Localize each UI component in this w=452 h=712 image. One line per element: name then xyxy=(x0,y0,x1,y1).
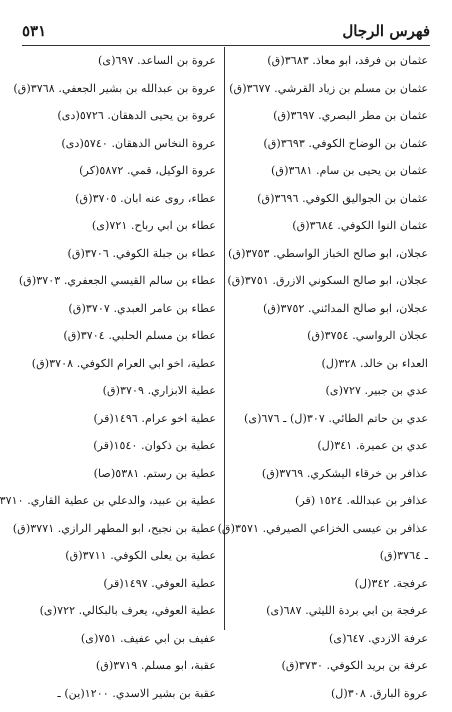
index-entry: عذافر بن خرقاء اليشكري. ٣٧٦٩(ق) xyxy=(232,465,428,493)
column-divider xyxy=(224,47,225,630)
index-entry: عثمان بن يحيى بن سام. ٣٦٨١(ق) xyxy=(232,162,428,190)
index-entry: عطاء بن ابي رباح. ٧٢١(ى) xyxy=(20,217,216,245)
index-entry: عجلان، ابو صالح السكوني الازرق. ٣٧٥١(ق) xyxy=(232,272,428,300)
index-entry: عجلان، ابو صالح المدائني. ٣٧٥٢(ق) xyxy=(232,300,428,328)
index-entry: العداء بن خالد. ٣٢٨(ل) xyxy=(232,355,428,383)
index-entry: عروة النخاس الدهقان. ٥٧٤٠(دى) xyxy=(20,135,216,163)
index-entry: عرفجة. ٣٤٢(ل) xyxy=(232,575,428,603)
index-entry: عروة بن الساعد. ٦٩٧(ى) xyxy=(20,52,216,80)
index-entry: عقبة بن بشير الاسدي. ١٢٠٠(ين) ـ xyxy=(20,685,216,712)
index-entry: عثمان بن الجواليق الكوفي. ٣٦٩٦(ق) xyxy=(232,190,428,218)
index-entry: عطية اخو عرام. ١٤٩٦(قر) xyxy=(20,410,216,438)
left-column xyxy=(20,52,216,712)
index-entry: عطية الابزاري. ٣٧٠٩(ق) xyxy=(20,382,216,410)
index-entry: عثمان بن الوضاح الكوفي. ٣٦٩٣(ق) xyxy=(232,135,428,163)
index-entry: عجلان الرواسي. ٣٧٥٤(ق) xyxy=(232,327,428,355)
index-entry: عطية العوفي، يعرف بالبكالي. ٧٢٢(ى) xyxy=(20,602,216,630)
index-entry: عذافر بن عيسى الخزاعي الصيرفي. ٣٥٧١(ق) xyxy=(232,520,428,548)
index-entry: عثمان بن مسلم بن زياد القرشي. ٣٦٧٧(ق) xyxy=(232,80,428,108)
page-number: ٥٣١ xyxy=(22,22,46,40)
index-entry: عقبة، ابو مسلم. ٣٧١٩(ق) xyxy=(20,657,216,685)
index-entry: عطية العوفي. ١٤٩٧(قر) xyxy=(20,575,216,603)
index-entry: عطية بن رستم. ٥٣٨١(صا) xyxy=(20,465,216,493)
header-rule xyxy=(22,45,430,46)
index-entry: عطية بن ذكوان. ١٥٤٠(قر) xyxy=(20,437,216,465)
index-entry: عطاء، روى عنه ابان. ٣٧٠٥(ق) xyxy=(20,190,216,218)
index-entry: عدي بن حاتم الطائي. ٣٠٧(ل) ـ ٦٧٦(ى) xyxy=(232,410,428,438)
index-entry: عطاء بن مسلم الحلبي. ٣٧٠٤(ق) xyxy=(20,327,216,355)
index-entry: عثمان بن فرقد، ابو معاذ. ٣٦٨٣(ق) xyxy=(232,52,428,80)
index-entry: عروة بن يحيى الدهقان. ٥٧٢٦(دى) xyxy=(20,107,216,135)
index-entry: عرفة بن بريد الكوفي. ٣٧٣٠(ق) xyxy=(232,657,428,685)
page-title: فهرس الرجال xyxy=(342,22,430,40)
index-entry: عطاء بن سالم القيسي الجعفري. ٣٧٠٣(ق) xyxy=(20,272,216,300)
index-entry: عطية بن يعلى الكوفي. ٣٧١١(ق) xyxy=(20,547,216,575)
index-entry: عطية بن نجيح، ابو المطهر الرازي. ٣٧٧١(ق) xyxy=(20,520,216,548)
index-entry: عروة بن عبدالله بن بشير الجعفي. ٣٧٦٨(ق) xyxy=(20,80,216,108)
page-header xyxy=(22,20,430,42)
right-column xyxy=(232,52,428,712)
index-entry: عذافر بن عبدالله. ١٥٢٤ (قر) xyxy=(232,492,428,520)
index-entry: عدي بن عميرة. ٣٤١(ل) xyxy=(232,437,428,465)
index-entry: عدي بن جبير. ٧٢٧(ى) xyxy=(232,382,428,410)
index-entry: عفيف بن ابي عفيف. ٧٥١(ى) xyxy=(20,630,216,658)
index-entry: عثمان بن مطر البصري. ٣٦٩٧(ق) xyxy=(232,107,428,135)
index-entry: عطية، اخو ابي العرام الكوفي. ٣٧٠٨(ق) xyxy=(20,355,216,383)
index-entry: عروة الوكيل، قمي. ٥٨٧٢(كر) xyxy=(20,162,216,190)
index-entry: ـ ٣٧٦٤(ق) xyxy=(232,547,428,575)
index-entry: عجلان، ابو صالح الخباز الواسطي. ٣٧٥٣(ق) xyxy=(232,245,428,273)
index-entry: عطاء بن جبلة الكوفي. ٣٧٠٦(ق) xyxy=(20,245,216,273)
index-entry: عثمان النوا الكوفي. ٣٦٨٤(ق) xyxy=(232,217,428,245)
index-entry: عروة البارق. ٣٠٨(ل) xyxy=(232,685,428,712)
index-entry: عرفة الازدي. ٦٤٧(ى) xyxy=(232,630,428,658)
index-entry: عرفجة بن ابي بردة الليثي. ٦٨٧(ى) xyxy=(232,602,428,630)
index-entry: عطاء بن عامر العبدي. ٣٧٠٧(ق) xyxy=(20,300,216,328)
index-entry: عطية بن عبيد، والدعلي بن عطية القاري. ٣٧١٠ xyxy=(20,492,216,520)
